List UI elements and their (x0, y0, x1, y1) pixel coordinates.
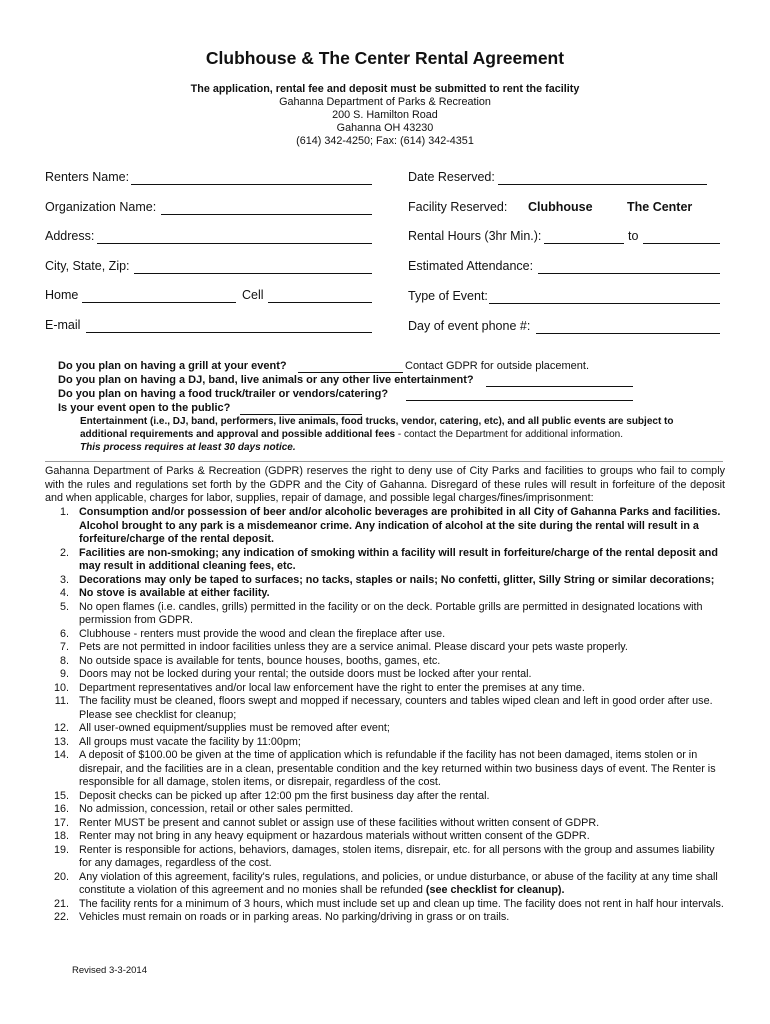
section-divider (45, 461, 723, 462)
type-of-event-label: Type of Event: (408, 289, 488, 303)
rule-item: 4. No stove is available at either facility. (59, 587, 270, 599)
subtitle: The application, rental fee and deposit must be submitted to rent the facility (190, 83, 580, 95)
rental-hours-end-field[interactable] (643, 243, 720, 244)
rule-item: 21. The facility rents for a minimum of 3 hours, which must include set up and clean up time. The facility does not rent in half hour intervals. (53, 897, 724, 910)
city-state-zip-label: City, State, Zip: (45, 259, 130, 273)
date-reserved-field[interactable] (498, 184, 707, 185)
email-field[interactable] (86, 332, 372, 333)
rental-hours-start-field[interactable] (544, 243, 624, 244)
home-phone-label: Home (45, 288, 79, 302)
estimated-attendance-field[interactable] (538, 273, 720, 274)
grill-note: Contact GDPR for outside placement. (405, 360, 590, 372)
rule-item: 22. Vehicles must remain on roads or in parking areas. No parking/driving in grass or on trails. (53, 911, 510, 923)
page-title: Clubhouse & The Center Rental Agreement (205, 48, 565, 68)
cell-phone-field[interactable] (268, 302, 372, 303)
dj-question: Do you plan on having a DJ, band, live animals or any other live entertainment? (58, 374, 474, 386)
rule-item: 20. Any violation of this agreement, facility's rules, regulations, and policies, or undue disturbance, or abuse of the facility at any time shall constitute a violation of this agreement and no monies shall be refunded (see checklist for cleanup). (53, 870, 718, 896)
rule-item: 17. Renter MUST be present and cannot sublet or assign use of these facilities without written consent of GDPR. (53, 816, 600, 829)
entertainment-note-bold: Entertainment (i.e., DJ, band, performers, live animals, food trucks, vendor, catering, etc), and all public events are subject to additional requirements and approval and possible additional fees (80, 416, 674, 440)
date-reserved-label: Date Reserved: (408, 170, 495, 184)
rule-item: 7. Pets are not permitted in indoor facilities unless they are a service animal. Please discard your pets waste properly. (59, 641, 628, 653)
grill-question: Do you plan on having a grill at your event? (58, 360, 287, 372)
cell-phone-label: Cell (242, 288, 264, 302)
org-street: 200 S. Hamilton Road (332, 109, 438, 121)
renters-name-label: Renters Name: (45, 170, 130, 184)
type-of-event-field[interactable] (489, 303, 720, 304)
rule-item: 13. All groups must vacate the facility by 11:00pm; (53, 735, 301, 748)
rule-item: 11. The facility must be cleaned, floors swept and mopped if necessary, counters and tables wiped clean and left in good order after use. Please see checklist for cleanup; (54, 695, 713, 721)
entertainment-note-rest: - contact the Department for additional information. (395, 429, 623, 440)
rental-hours-to-label: to (628, 229, 639, 243)
rental-hours-label: Rental Hours (3hr Min.): (408, 229, 542, 243)
rule-item: 5. No open flames (i.e. candles, grills) permitted in the facility or on the deck. Portable grills are permitted in designated locations with permission from GDPR. (59, 600, 703, 626)
public-question: Is your event open to the public? (58, 402, 231, 414)
revision-date: Revised 3-3-2014 (72, 965, 147, 976)
rule-item: 16. No admission, concession, retail or other sales permitted. (53, 803, 354, 815)
rule-item: 8. No outside space is available for tents, bounce houses, booths, games, etc. (59, 654, 441, 667)
day-phone-label: Day of event phone #: (408, 319, 531, 333)
organization-name-label: Organization Name: (45, 200, 157, 214)
grill-answer-field[interactable] (298, 372, 403, 373)
process-note: This process requires at least 30 days notice. (80, 442, 296, 453)
facility-reserved-label: Facility Reserved: (408, 200, 508, 214)
organization-name-field[interactable] (161, 214, 372, 215)
home-phone-field[interactable] (82, 302, 236, 303)
rule-item: 6. Clubhouse - renters must provide the wood and clean the fireplace after use. (59, 627, 446, 640)
entertainment-note (80, 415, 700, 454)
facility-option-center[interactable]: The Center (627, 200, 693, 214)
renters-name-field[interactable] (131, 184, 372, 185)
email-label: E-mail (45, 318, 81, 332)
city-state-zip-field[interactable] (134, 273, 372, 274)
intro-paragraph: Gahanna Department of Parks & Recreation (GDPR) reserves the right to deny use of City Parks and facilities to groups who fail to comply with the rules and regulations set forth by the GDPR and the City of Gahanna. Disregard of these rules will result in forfeiture of the deposit and when applicable, charges for labor, supplies, repair of damage, and possible legal charges/fines/imprisonment: (45, 465, 725, 504)
rules-list (45, 506, 725, 925)
estimated-attendance-label: Estimated Attendance: (408, 259, 534, 273)
rule-item: 3. Decorations may only be taped to surfaces; no tacks, staples or nails; No confetti, glitter, Silly String or similar decorations; (59, 573, 715, 586)
dj-answer-field[interactable] (486, 386, 633, 387)
address-label: Address: (45, 229, 95, 243)
facility-option-clubhouse[interactable]: Clubhouse (528, 200, 593, 214)
food-truck-answer-field[interactable] (406, 400, 633, 401)
rule-item: 2. Facilities are non-smoking; any indication of smoking within a facility will result in forfeiture/charge of the rental deposit and may result in additional cleaning fees, etc. (59, 546, 718, 572)
rule-item: 18. Renter may not bring in any heavy equipment or hazardous materials without written consent of the GDPR. (53, 830, 590, 842)
food-truck-question: Do you plan on having a food truck/trailer or vendors/catering? (58, 388, 389, 400)
org-name: Gahanna Department of Parks & Recreation (279, 96, 491, 108)
rule-item: 1. Consumption and/or possession of beer and/or alcoholic beverages are prohibited in all City of Gahanna Parks and facilities. Alcohol brought to any park is a misdemeanor crime. Any indication of alcohol at the site during the rental will result in a forfeiture/charge of the rental deposit. (59, 506, 721, 545)
rule-item: 14. A deposit of $100.00 be given at the time of application which is refundable if the facility has not been damaged, items stolen or in disrepair, and the facilities are in a clean, presentable condition and the key returned within two business days of event. The Renter is responsible for all damage, stolen items, or disrepair, regardless of the cost. (53, 749, 716, 788)
rule-item: 19. Renter is responsible for actions, behaviors, damages, stolen items, disrepair, etc. for all persons with the group and assumes liability for any damages, regardless of the cost. (53, 843, 715, 869)
rule-item: 12. All user-owned equipment/supplies must be removed after event; (53, 722, 390, 734)
rule-item: 15. Deposit checks can be picked up after 12:00 pm the first business day after the rental. (53, 789, 490, 802)
rule-item: 10. Department representatives and/or local law enforcement have the right to enter the premises at any time. (53, 681, 585, 694)
org-city: Gahanna OH 43230 (336, 122, 434, 134)
address-field[interactable] (97, 243, 372, 244)
day-phone-field[interactable] (536, 333, 720, 334)
rule-item: 9. Doors may not be locked during your rental; the outside doors must be locked after your rental. (59, 668, 532, 680)
org-phone: (614) 342-4250; Fax: (614) 342-4351 (296, 135, 474, 147)
